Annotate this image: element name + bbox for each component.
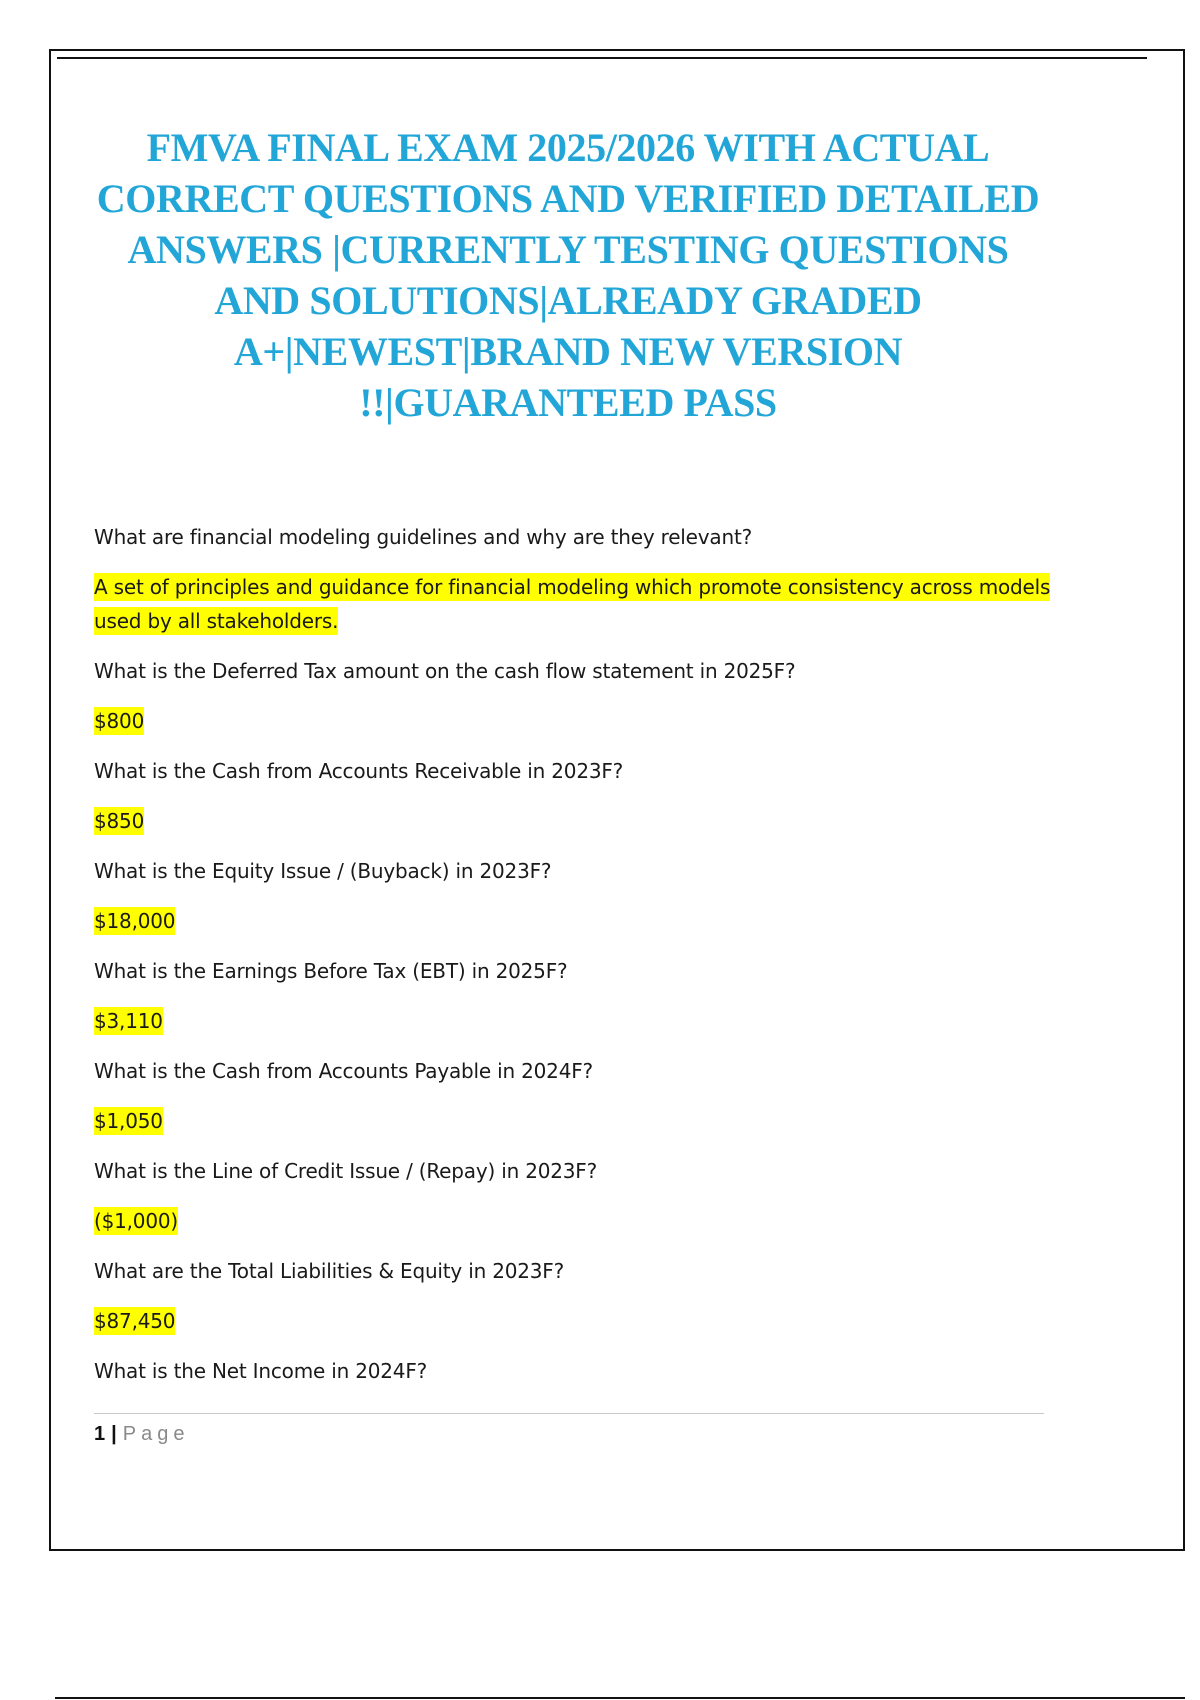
answer-text <box>94 1204 1054 1238</box>
question-text: What are financial modeling guidelines and why are they relevant? <box>94 525 752 549</box>
answer-highlight: $850 <box>94 809 145 833</box>
page-number: 1 <box>94 1423 106 1445</box>
footer-rule <box>94 1413 1044 1414</box>
answer-text <box>94 804 1054 838</box>
answer-highlight: A set of principles and guidance for financial modeling which promote consistency across models used by all stakeholders. <box>94 575 1051 633</box>
next-page-top-rule <box>55 1697 1185 1699</box>
page-footer <box>94 1420 189 1448</box>
page-separator: | <box>111 1423 117 1445</box>
top-rule <box>57 57 1147 59</box>
question-text: What is the Deferred Tax amount on the cash flow statement in 2025F? <box>94 659 796 683</box>
answer-text <box>94 570 1054 638</box>
question-text: What is the Cash from Accounts Receivable in 2023F? <box>94 759 624 783</box>
qa-list <box>94 520 1054 1404</box>
answer-highlight: $87,450 <box>94 1309 176 1333</box>
answer-highlight: $3,110 <box>94 1009 163 1033</box>
question-text: What is the Earnings Before Tax (EBT) in 2025F? <box>94 959 568 983</box>
question-text: What are the Total Liabilities & Equity in 2023F? <box>94 1259 565 1283</box>
page-label: Page <box>122 1423 190 1445</box>
document-title: FMVA FINAL EXAM 2025/2026 WITH ACTUAL CORRECT QUESTIONS AND VERIFIED DETAILED ANSWERS |CURRENTLY TESTING QUESTIONS AND SOLUTIONS|ALREADY GRADED A+|NEWEST|BRAND NEW VERSION !!|GUARANTEED PASS <box>96 125 1040 425</box>
answer-highlight: $1,050 <box>94 1109 163 1133</box>
answer-text <box>94 704 1054 738</box>
question-text: What is the Cash from Accounts Payable in 2024F? <box>94 1059 593 1083</box>
answer-highlight: $18,000 <box>94 909 176 933</box>
answer-highlight: ($1,000) <box>94 1209 178 1233</box>
answer-text <box>94 1004 1054 1038</box>
question-text: What is the Net Income in 2024F? <box>94 1359 428 1383</box>
answer-text <box>94 1104 1054 1138</box>
answer-text <box>94 904 1054 938</box>
question-text: What is the Line of Credit Issue / (Repay) in 2023F? <box>94 1159 598 1183</box>
question-text: What is the Equity Issue / (Buyback) in 2023F? <box>94 859 552 883</box>
answer-highlight: $800 <box>94 709 145 733</box>
answer-text <box>94 1304 1054 1338</box>
